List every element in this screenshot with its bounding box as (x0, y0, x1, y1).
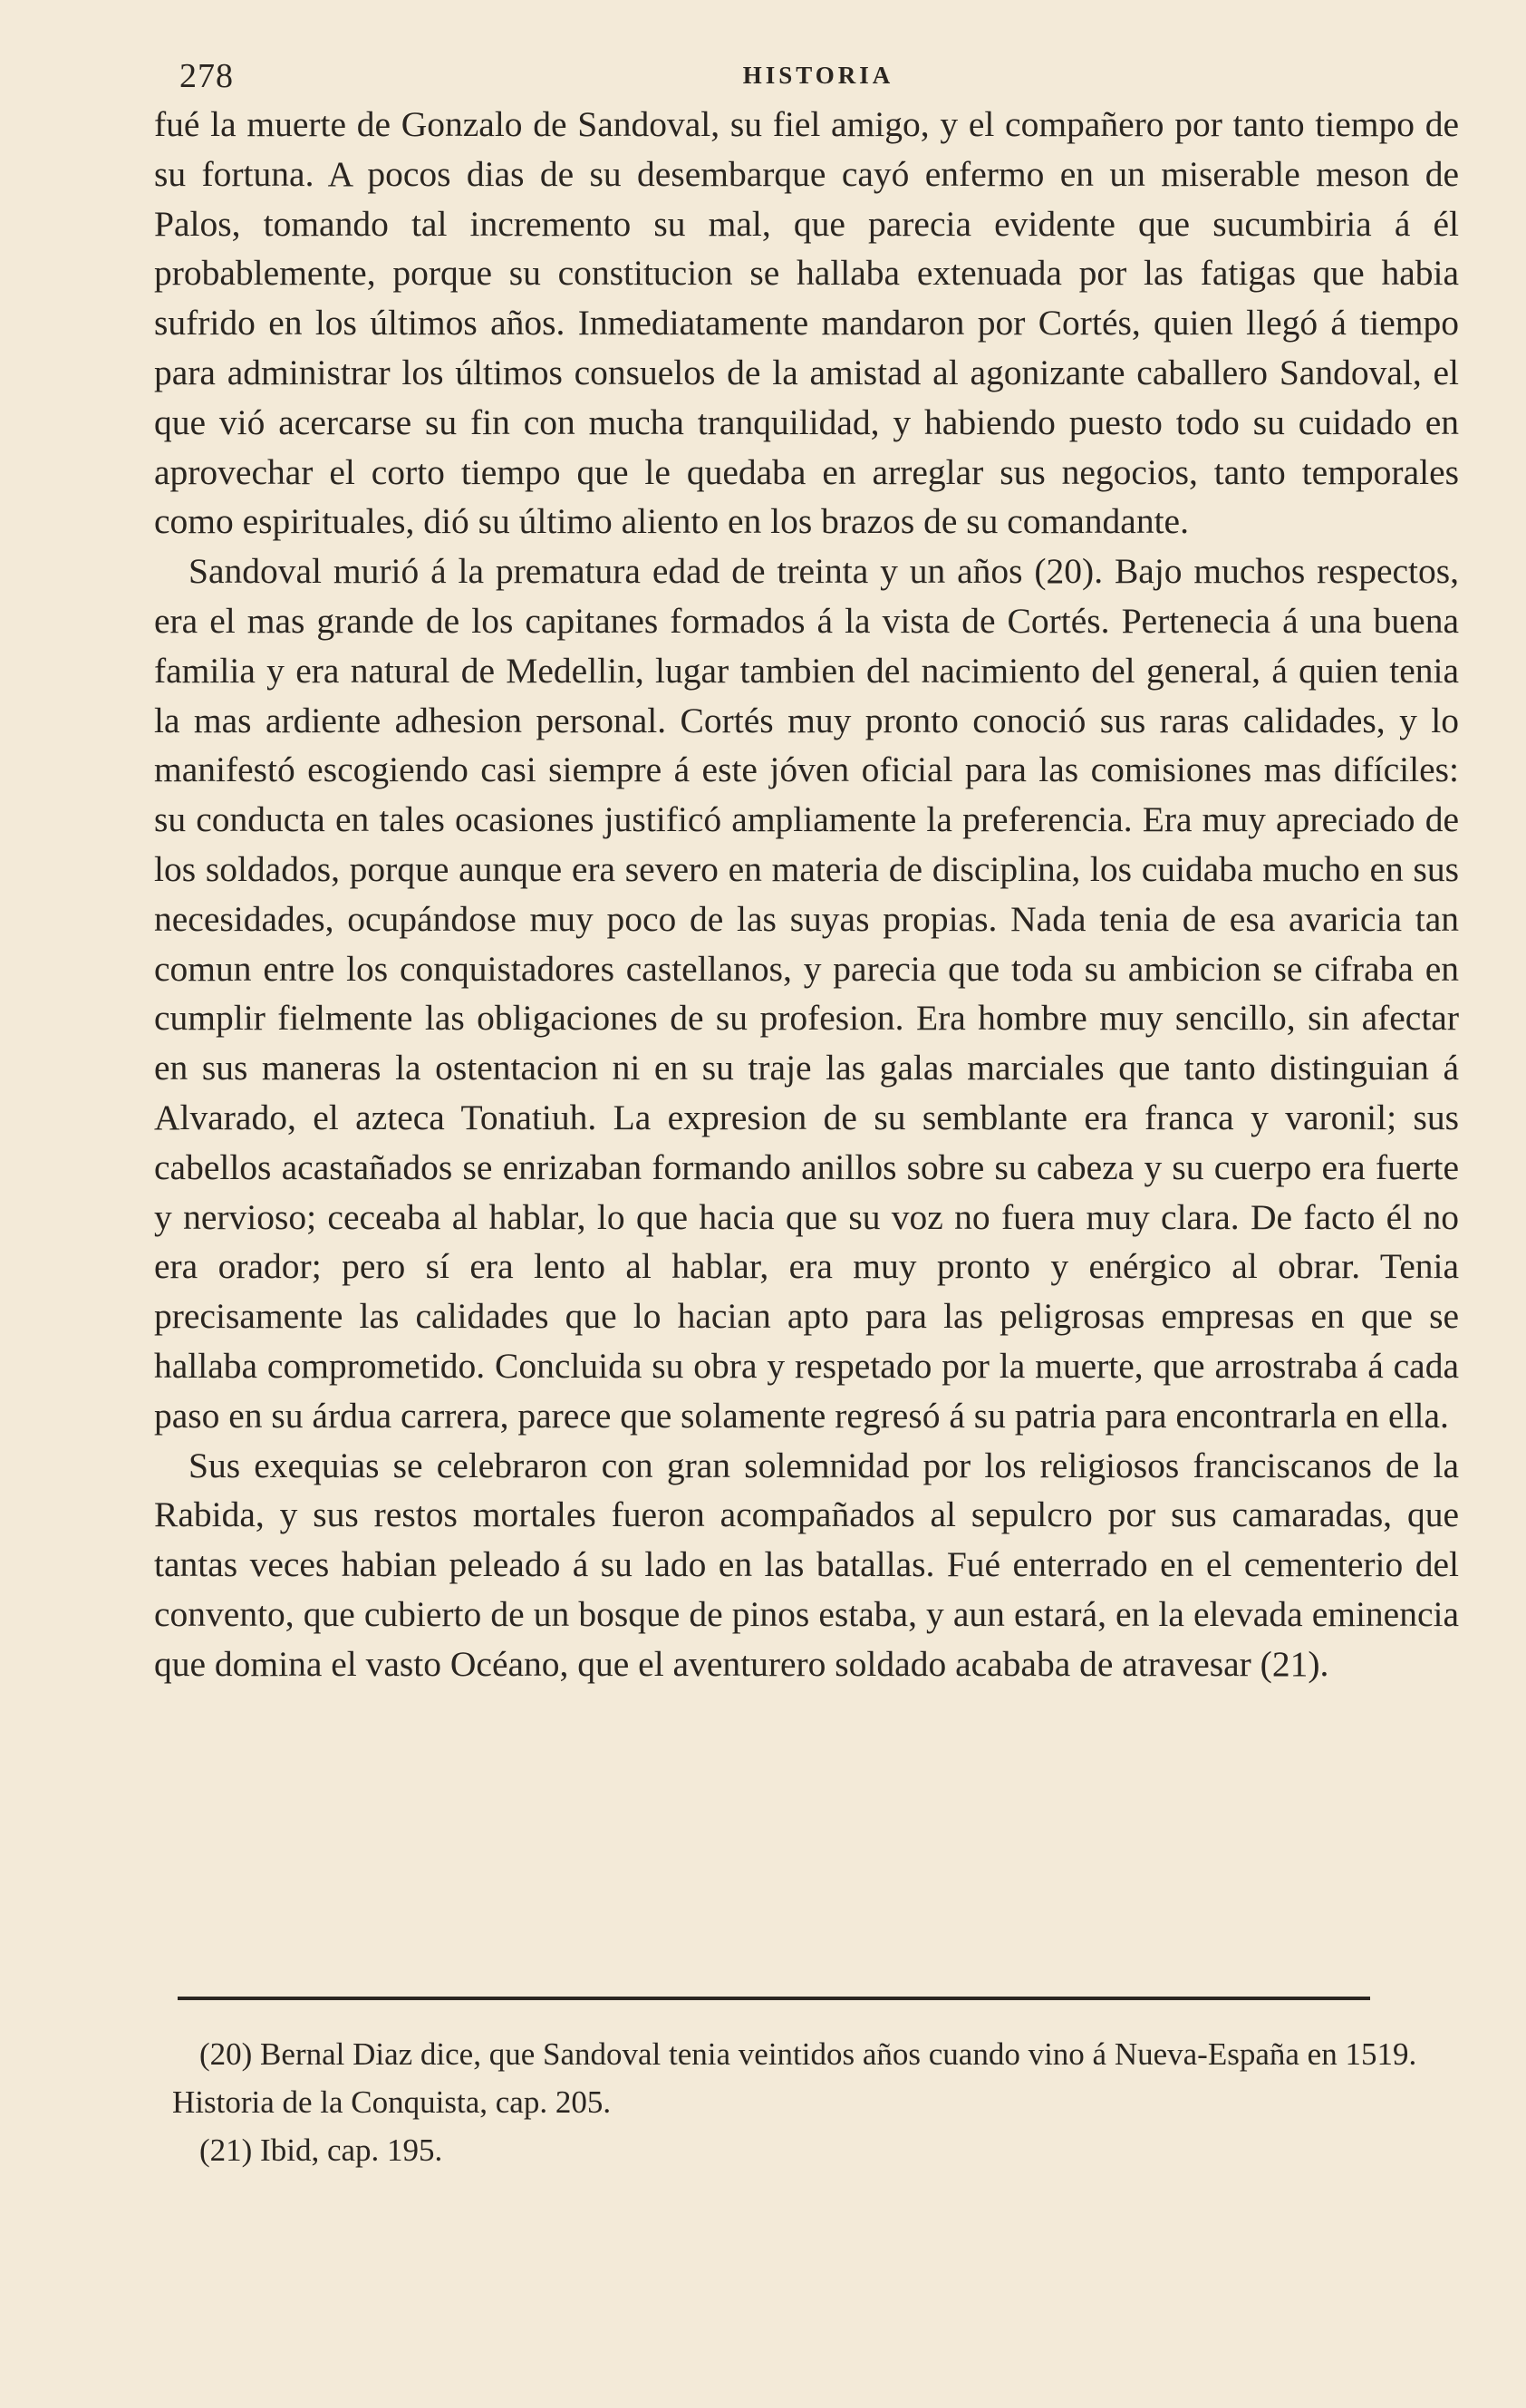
main-text (154, 100, 1459, 1689)
page-header (179, 56, 1457, 95)
paragraph-3: Sus exequias se celebraron con gran solemnidad por los religiosos franciscanos de la Rabida, y sus restos mortales fueron acompañados al sepulcro por sus camaradas, que tantas veces habian peleado á su lado en las batallas. Fué enterrado en el cementerio del convento, que cubierto de un bosque de pinos estaba, y aun estará, en la elevada eminencia que domina el vasto Océano, que el aventurero soldado acababa de atravesar (21). (154, 1445, 1459, 1684)
footnote-21: (21) Ibid, cap. 195. (199, 2132, 443, 2168)
running-head: HISTORIA (742, 62, 894, 89)
paragraph-1: fué la muerte de Gonzalo de Sandoval, su fiel amigo, y el compañero por tanto tiempo de su fortuna. A pocos dias de su desembarque cayó enfermo en un miserable meson de Palos, tomando tal incremento su mal, que parecia evidente que sucumbiria á él probablemente, porque su constitucion se hallaba extenuada por las fatigas que habia sufrido en los últimos años. Inmediatamente mandaron por Cortés, quien llegó á tiempo para administrar los últimos consuelos de la amistad al agonizante caballero Sandoval, el que vió acercarse su fin con mucha tranquilidad, y habiendo puesto todo su cuidado en aprovechar el corto tiempo que le quedaba en arreglar sus negocios, tanto temporales como espirituales, dió su último aliento en los brazos de su comandante. (154, 104, 1459, 542)
page-number: 278 (179, 57, 234, 95)
paragraph-2: Sandoval murió á la prematura edad de treinta y un años (20). Bajo muchos respectos, era el mas grande de los capitanes formados á la vista de Cortés. Pertenecia á una buena familia y era natural de Medellin, lugar tambien del nacimiento del general, á quien tenia la mas ardiente adhesion personal. Cortés muy pronto conoció sus raras calidades, y lo manifestó escogiendo casi siempre á este jóven oficial para las comisiones mas difíciles: su conducta en tales ocasiones justificó ampliamente la preferencia. Era muy apreciado de los soldados, porque aunque era severo en materia de disciplina, los cuidaba mucho en sus necesidades, ocupándose muy poco de las suyas propias. Nada tenia de esa avaricia tan comun entre los conquistadores castellanos, y parecia que toda su ambicion se cifraba en cumplir fielmente las obligaciones de su profesion. Era hombre muy sencillo, sin afectar en sus maneras la ostentacion ni en su traje las galas marciales que tanto distinguian á Alvarado, el azteca Tonatiuh. La expresion de su semblante era franca y varonil; sus cabellos acastañados se enrizaban formando anillos sobre su cabeza y su cuerpo era fuerte y nervioso; ceceaba al hablar, lo que hacia que su voz no fuera muy clara. De facto él no era orador; pero sí era lento al hablar, era muy pronto y enérgico al obrar. Tenia precisamente las calidades que lo hacian apto para las peligrosas empresas en que se hallaba comprometido. Concluida su obra y respetado por la muerte, que arrostraba á cada paso en su árdua carrera, parece que solamente regresó á su patria para encontrarla en ella. (154, 551, 1459, 1436)
footnote-20: (20) Bernal Diaz dice, que Sandoval tenia veintidos años cuando vino á Nueva-España en 1519. Historia de la Conquista, cap. 205. (172, 2036, 1417, 2120)
footnotes (172, 2030, 1459, 2174)
footnote-divider (178, 1997, 1370, 2000)
